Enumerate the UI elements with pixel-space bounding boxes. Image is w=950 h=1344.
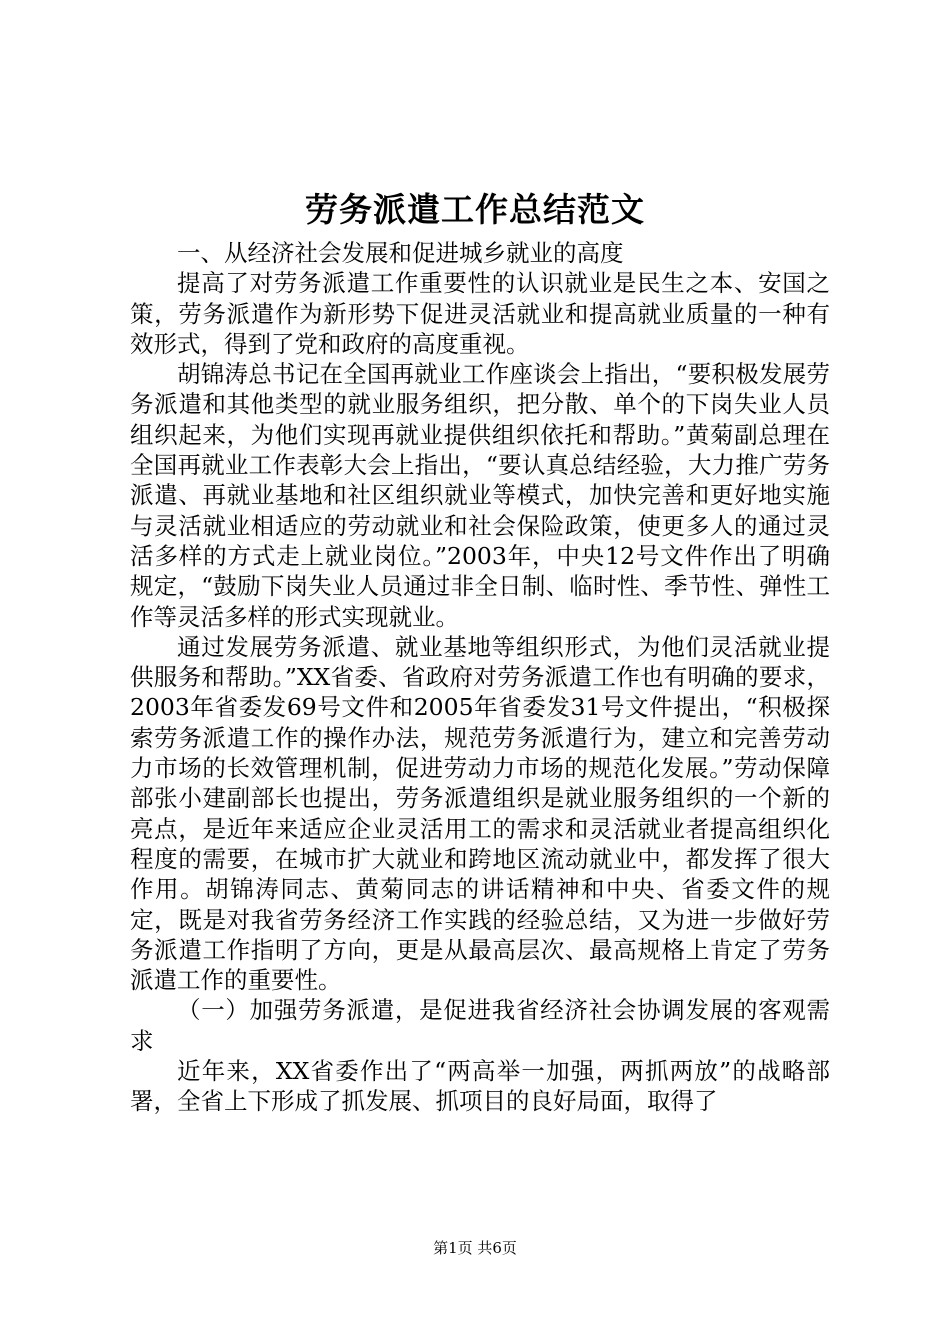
paragraph: 提高了对劳务派遣工作重要性的认识就业是民生之本、安国之策，劳务派遣作为新形势下促进灵活就业和提高就业质量的一种有效形式，得到了党和政府的高度重视。 [130, 269, 830, 358]
paragraph: 通过发展劳务派遣、就业基地等组织形式，为他们灵活就业提供服务和帮助。”XX省委、省政府对劳务派遣工作也有明确的要求，2003年省委发69号文件和2005年省委发31号文件提出，“积极探索劳务派遣工作的操作办法，规范劳务派遣行为，建立和完善劳动力市场的长效管理机制，促进劳动力市场的规范化发展。”劳动保障部张小建副部长也提出，劳务派遣组织是就业服务组织的一个新的亮点，是近年来适应企业灵活用工的需求和灵活就业者提高组织化程度的需要，在城市扩大就业和跨地区流动就业中，都发挥了很大作用。胡锦涛同志、黄菊同志的讲话精神和中央、省委文件的规定，既是对我省劳务经济工作实践的经验总结，又为进一步做好劳务派遣工作指明了方向，更是从最高层次、最高规格上肯定了劳务派遣工作的重要性。 [130, 632, 830, 995]
paragraph-heading-1: 一、从经济社会发展和促进城乡就业的高度 [177, 239, 624, 267]
paragraph-subheading: （一）加强劳务派遣，是促进我省经济社会协调发展的客观需求 [130, 996, 830, 1055]
document-title: 劳务派遣工作总结范文 [305, 190, 645, 229]
paragraph: 近年来，XX省委作出了“两高举一加强，两抓两放”的战略部署，全省上下形成了抓发展、抓项目的良好局面，取得了 [130, 1057, 830, 1116]
paragraph: 胡锦涛总书记在全国再就业工作座谈会上指出，“要积极发展劳务派遣和其他类型的就业服务组织，把分散、单个的下岗失业人员组织起来，为他们实现再就业提供组织依托和帮助。”黄菊副总理在全国再就业工作表彰大会上指出，“要认真总结经验，大力推广劳务派遣、再就业基地和社区组织就业等模式，加快完善和更好地实施与灵活就业相适应的劳动就业和社会保险政策，使更多人的通过灵活多样的方式走上就业岗位。”2003年，中央12号文件作出了明确规定，“鼓励下岗失业人员通过非全日制、临时性、季节性、弹性工作等灵活多样的形式实现就业。 [130, 360, 830, 631]
document-body [130, 238, 830, 1117]
page-footer: 第1页 共6页 [433, 1239, 517, 1257]
